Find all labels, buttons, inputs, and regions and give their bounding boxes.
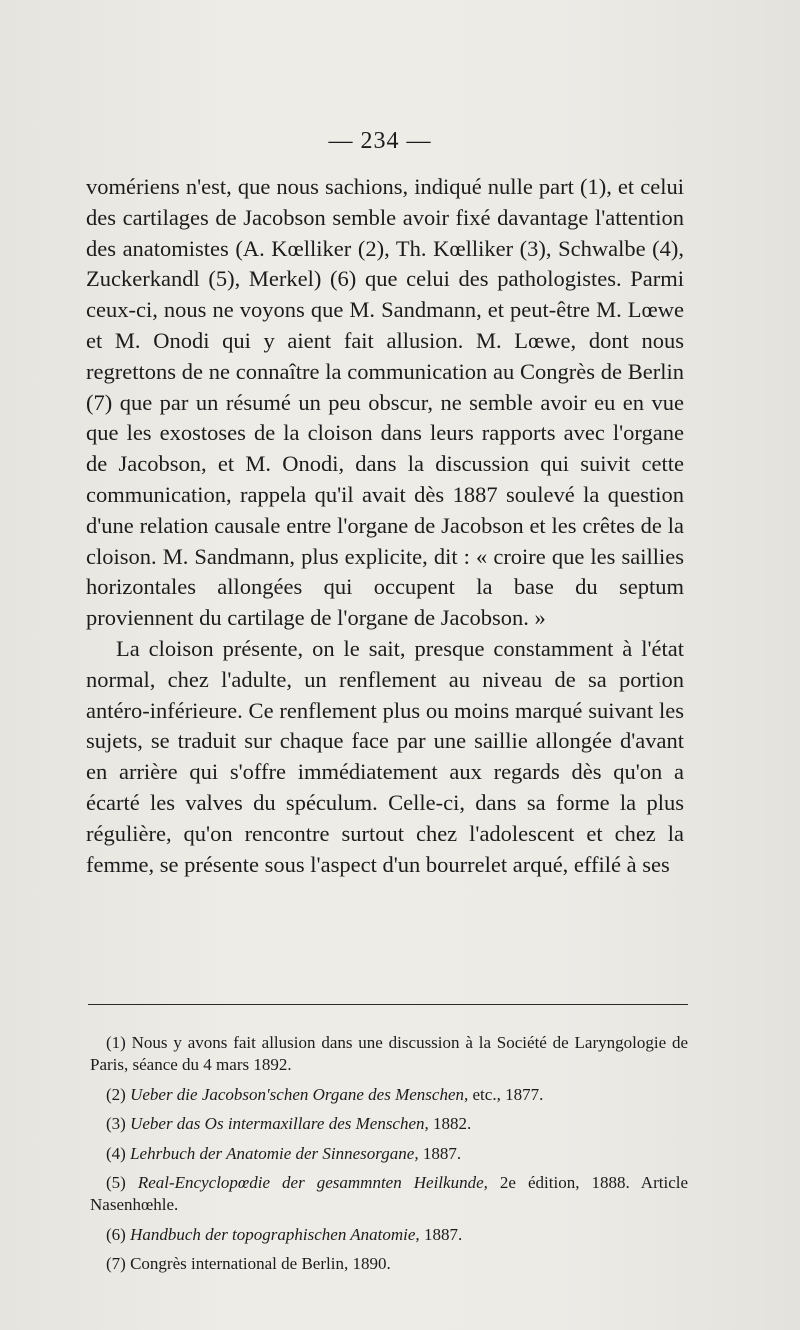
footnote-separator <box>88 1004 688 1005</box>
footnote-1: (1) Nous y avons fait allusion dans une discussion à la Société de Laryngologie de Paris, séance du 4 mars 1892. <box>90 1033 688 1074</box>
paragraph-2: La cloison présente, on le sait, presque constamment à l'état normal, chez l'adulte, un renflement au niveau de sa portion antéro-inférieure. Ce renflement plus ou moins marqué suivant les sujets, se traduit sur chaque face par une saillie allongée d'avant en arrière qui s'offre immédiatement aux regards dès qu'on a écarté les valves du spéculum. Celle-ci, dans sa forme la plus régulière, qu'on rencontre surtout chez l'adolescent et chez la femme, se présente sous l'aspect d'un bourrelet arqué, effilé à ses <box>86 635 684 877</box>
footnote-3: (3) Ueber das Os intermaxillare des Menschen, 1882. <box>106 1114 472 1133</box>
footnote-2: (2) Ueber die Jacobson'schen Organe des Menschen, etc., 1877. <box>106 1084 544 1104</box>
footnote-4: (4) Lehrbuch der Anatomie der Sinnesorgane, 1887. <box>106 1143 462 1163</box>
footnotes <box>90 1032 688 1283</box>
footnote-6: (6) Handbuch der topographischen Anatomie, 1887. <box>106 1224 463 1244</box>
body-text <box>86 172 684 880</box>
footnote-5: (5) Real-Encyclopœdie der gesammnten Heilkunde, 2e édition, 1888. Article Nasenhœhle. <box>90 1173 689 1214</box>
page-number: — 234 — <box>328 128 432 154</box>
paragraph-1: vomériens n'est, que nous sachions, indiqué nulle part (1), et celui des cartilages de Jacobson semble avoir fixé davantage l'attention des anatomistes (A. Kœlliker (2), Th. Kœlliker (3), Schwalbe (4), Zuckerkandl (5), Merkel) (6) que celui des pathologistes. Parmi ceux-ci, nous ne voyons que M. Sandmann, et peut-être M. Lœwe et M. Onodi qui y aient fait allusion. M. Lœwe, dont nous regrettons de ne connaître la communication au Congrès de Berlin (7) que par un résumé un peu obscur, ne semble avoir eu en vue que les exostoses de la cloison dans leurs rapports avec l'organe de Jacobson, et M. Onodi, dans la discussion qui suivit cette communication, rappela qu'il avait dès 1887 soulevé la question d'une relation causale entre l'organe de Jacobson et les crêtes de la cloison. M. Sandmann, plus explicite, dit : « croire que les saillies horizontales allongées qui occupent la base du septum proviennent du cartilage de l'organe de Jacobson. » <box>86 174 684 631</box>
footnote-7: (7) Congrès international de Berlin, 1890. <box>106 1254 391 1273</box>
